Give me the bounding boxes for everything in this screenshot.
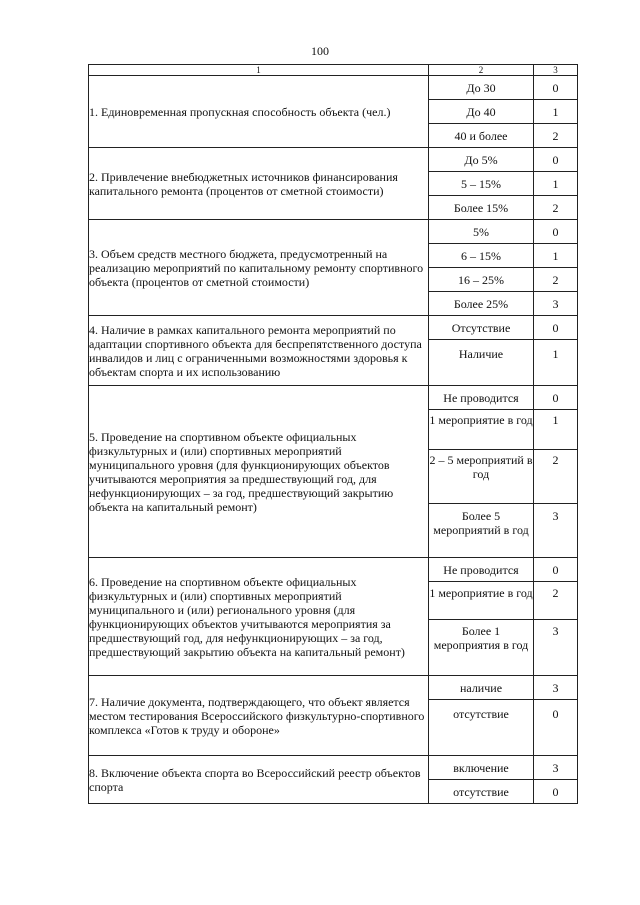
condition-cell: Более 15% bbox=[429, 196, 534, 220]
header-col-3: 3 bbox=[534, 65, 578, 76]
score-cell: 0 bbox=[534, 558, 578, 582]
criteria-table bbox=[88, 64, 578, 804]
criterion-4-text: 4. Наличие в рамках капитального ремонта мероприятий по адаптации спортивного объекта для беспрепятственного доступа инвалидов и лиц с ограниченными возможностями здоровья к объектам спорта и их использованию bbox=[89, 316, 429, 386]
condition-cell: Более 5 мероприятий в год bbox=[429, 504, 534, 558]
score-cell: 1 bbox=[534, 340, 578, 386]
score-cell: 0 bbox=[534, 386, 578, 410]
score-cell: 0 bbox=[534, 76, 578, 100]
condition-cell: Отсутствие bbox=[429, 316, 534, 340]
condition-cell: 5% bbox=[429, 220, 534, 244]
page-number: 100 bbox=[311, 44, 329, 58]
condition-cell: Не проводится bbox=[429, 386, 534, 410]
condition-cell: До 5% bbox=[429, 148, 534, 172]
table-row bbox=[89, 220, 578, 244]
score-cell: 1 bbox=[534, 410, 578, 450]
score-cell: 3 bbox=[534, 504, 578, 558]
score-cell: 1 bbox=[534, 244, 578, 268]
score-cell: 3 bbox=[534, 756, 578, 780]
condition-cell: Более 1 мероприятия в год bbox=[429, 620, 534, 676]
table-row bbox=[89, 386, 578, 410]
criterion-2-text bbox=[89, 148, 429, 220]
condition-cell: 1 мероприятие в год bbox=[429, 582, 534, 620]
score-cell: 1 bbox=[534, 100, 578, 124]
condition-cell: Более 25% bbox=[429, 292, 534, 316]
score-cell: 2 bbox=[534, 582, 578, 620]
condition-cell: До 40 bbox=[429, 100, 534, 124]
table-row bbox=[89, 558, 578, 582]
table-row bbox=[89, 676, 578, 700]
score-cell: 0 bbox=[534, 700, 578, 756]
score-cell: 2 bbox=[534, 124, 578, 148]
criterion-7-text: 7. Наличие документа, подтверждающего, что объект является местом тестирования Всероссийского физкультурно-спортивного комплекса «Готов к труду и обороне» bbox=[89, 676, 429, 756]
score-cell: 1 bbox=[534, 172, 578, 196]
condition-cell: включение bbox=[429, 756, 534, 780]
score-cell: 3 bbox=[534, 620, 578, 676]
score-cell: 0 bbox=[534, 148, 578, 172]
criterion-2-label: 2. Привлечение внебюджетных источников финансирования капитального ремонта (процентов от сметной стоимости) bbox=[89, 169, 398, 198]
header-row bbox=[89, 65, 578, 76]
condition-cell: 1 мероприятие в год bbox=[429, 410, 534, 450]
condition-cell: наличие bbox=[429, 676, 534, 700]
condition-cell: До 30 bbox=[429, 76, 534, 100]
table-row bbox=[89, 148, 578, 172]
score-cell: 2 bbox=[534, 196, 578, 220]
table-row bbox=[89, 756, 578, 780]
score-cell: 0 bbox=[534, 316, 578, 340]
condition-cell: отсутствие bbox=[429, 780, 534, 804]
condition-cell: 6 – 15% bbox=[429, 244, 534, 268]
condition-cell: 40 и более bbox=[429, 124, 534, 148]
table-row bbox=[89, 316, 578, 340]
criterion-3-text: 3. Объем средств местного бюджета, предусмотренный на реализацию мероприятий по капитальному ремонту спортивного объекта (процентов от сметной стоимости) bbox=[89, 220, 429, 316]
condition-cell: 16 – 25% bbox=[429, 268, 534, 292]
condition-cell: 5 – 15% bbox=[429, 172, 534, 196]
header-col-2: 2 bbox=[429, 65, 534, 76]
score-cell: 0 bbox=[534, 780, 578, 804]
header-col-1: 1 bbox=[89, 65, 429, 76]
score-cell: 2 bbox=[534, 268, 578, 292]
criterion-1-text: 1. Единовременная пропускная способность объекта (чел.) bbox=[89, 76, 429, 148]
score-cell: 2 bbox=[534, 450, 578, 504]
criterion-5-text: 5. Проведение на спортивном объекте официальных физкультурных и (или) спортивных мероприятий муниципального уровня (для функционирующих объектов учитываются мероприятия за предшествующий год, для нефункционирующих – за год, предшествующий закрытию объекта на капитальный ремонт) bbox=[89, 386, 429, 558]
condition-cell: отсутствие bbox=[429, 700, 534, 756]
score-cell: 0 bbox=[534, 220, 578, 244]
score-cell: 3 bbox=[534, 676, 578, 700]
table-row bbox=[89, 76, 578, 100]
condition-cell: 2 – 5 мероприятий в год bbox=[429, 450, 534, 504]
score-cell: 3 bbox=[534, 292, 578, 316]
criterion-8-text: 8. Включение объекта спорта во Всероссийский реестр объектов спорта bbox=[89, 756, 429, 804]
condition-cell: Наличие bbox=[429, 340, 534, 386]
condition-cell: Не проводится bbox=[429, 558, 534, 582]
criterion-6-text: 6. Проведение на спортивном объекте официальных физкультурных и (или) спортивных мероприятий муниципального и (или) регионального уровня (для функционирующих объектов учитываются мероприятия за предшествующий год, для нефункционирующих – за год, предшествующий закрытию объекта на капитальный ремонт) bbox=[89, 558, 429, 676]
